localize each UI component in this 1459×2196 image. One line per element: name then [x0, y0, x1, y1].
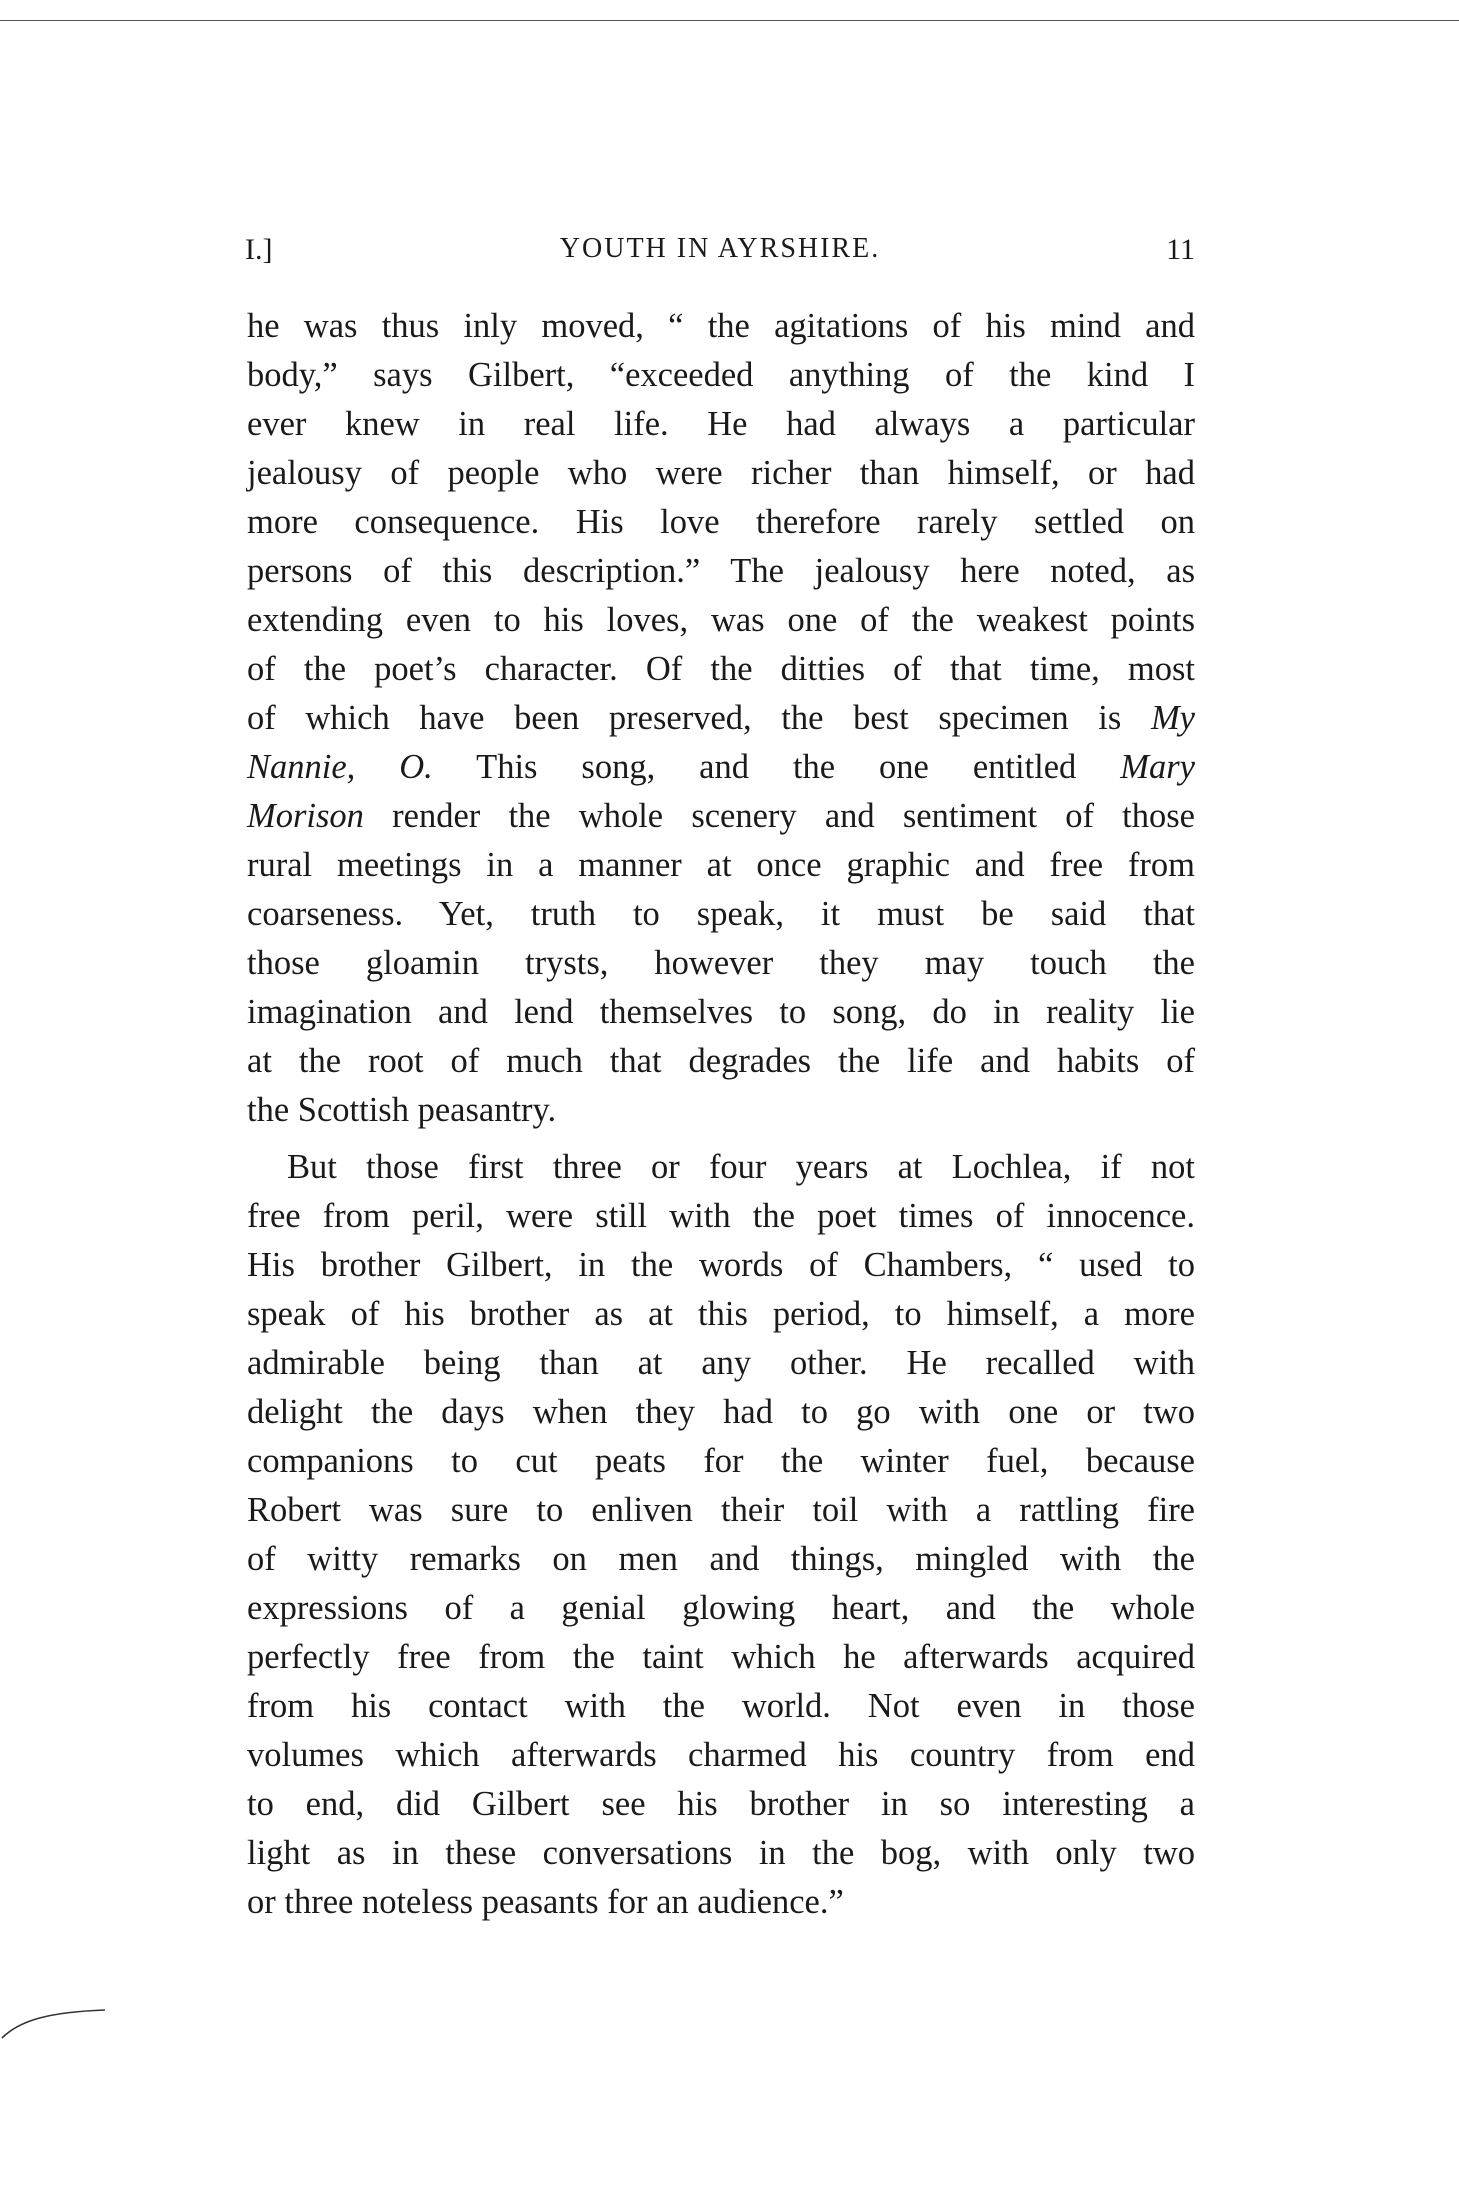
- text-line: [247, 694, 1195, 743]
- text-line: the Scottish peasantry.: [247, 1091, 557, 1129]
- running-title: YOUTH IN AYRSHIRE.: [559, 233, 881, 264]
- text-line: rural meetings in a manner at once graphic and free from: [247, 846, 1195, 884]
- song-title-my-nannie: My: [1150, 699, 1195, 737]
- text-segment: of which have been preserved, the best specimen is: [247, 699, 1122, 737]
- text-line: persons of this description.” The jealousy here noted, as: [247, 552, 1195, 590]
- text-line: at the root of much that degrades the life and habits of: [247, 1042, 1195, 1080]
- text-line: [247, 743, 1195, 792]
- text-line: delight the days when they had to go with one or two: [247, 1393, 1195, 1431]
- text-line: companions to cut peats for the winter fuel, because: [247, 1442, 1195, 1480]
- text-line: or three noteless peasants for an audience.”: [247, 1883, 844, 1921]
- text-line: His brother Gilbert, in the words of Chambers, “ used to: [247, 1246, 1195, 1284]
- top-edge-rule: [0, 20, 1459, 21]
- text-line: admirable being than at any other. He recalled with: [247, 1344, 1195, 1382]
- paragraph-1: [247, 302, 1195, 1135]
- text-line: ever knew in real life. He had always a particular: [247, 405, 1195, 443]
- pencil-mark-icon: [0, 2000, 110, 2040]
- text-line: Robert was sure to enliven their toil with a rattling fire: [247, 1491, 1195, 1529]
- text-line: of witty remarks on men and things, mingled with the: [247, 1540, 1195, 1578]
- running-header: [245, 233, 1195, 273]
- song-title-mary: Mary: [1120, 748, 1195, 786]
- chapter-marker: I.]: [245, 233, 273, 266]
- body-text: [247, 302, 1195, 1927]
- text-line: jealousy of people who were richer than himself, or had: [247, 454, 1195, 492]
- text-line: speak of his brother as at this period, to himself, a more: [247, 1295, 1195, 1333]
- song-title-nannie: Nannie, O.: [247, 748, 433, 786]
- text-segment: This song, and the one entitled: [476, 748, 1077, 786]
- text-line: imagination and lend themselves to song, do in reality lie: [247, 993, 1195, 1031]
- paragraph-2: [247, 1143, 1195, 1927]
- text-line: body,” says Gilbert, “exceeded anything of the kind I: [247, 356, 1195, 394]
- page-number: 11: [1166, 233, 1195, 266]
- text-line: from his contact with the world. Not even in those: [247, 1687, 1195, 1725]
- text-line: volumes which afterwards charmed his country from end: [247, 1736, 1195, 1774]
- text-line: coarseness. Yet, truth to speak, it must be said that: [247, 895, 1195, 933]
- text-line: extending even to his loves, was one of the weakest points: [247, 601, 1195, 639]
- text-segment: render the whole scenery and sentiment of those: [392, 797, 1195, 835]
- text-line: of the poet’s character. Of the ditties of that time, most: [247, 650, 1195, 688]
- text-line: perfectly free from the taint which he afterwards acquired: [247, 1638, 1195, 1676]
- paragraph-gap: [247, 1135, 1195, 1143]
- text-line: to end, did Gilbert see his brother in so interesting a: [247, 1785, 1195, 1823]
- text-line: expressions of a genial glowing heart, and the whole: [247, 1589, 1195, 1627]
- text-line: those gloamin trysts, however they may touch the: [247, 944, 1195, 982]
- text-line: he was thus inly moved, “ the agitations of his mind and: [247, 307, 1195, 345]
- text-line: free from peril, were still with the poet times of innocence.: [247, 1197, 1195, 1235]
- text-line: [247, 792, 1195, 841]
- text-line: But those first three or four years at Lochlea, if not: [287, 1148, 1195, 1186]
- text-line: light as in these conversations in the bog, with only two: [247, 1834, 1195, 1872]
- text-line: more consequence. His love therefore rarely settled on: [247, 503, 1195, 541]
- song-title-morison: Morison: [247, 797, 364, 835]
